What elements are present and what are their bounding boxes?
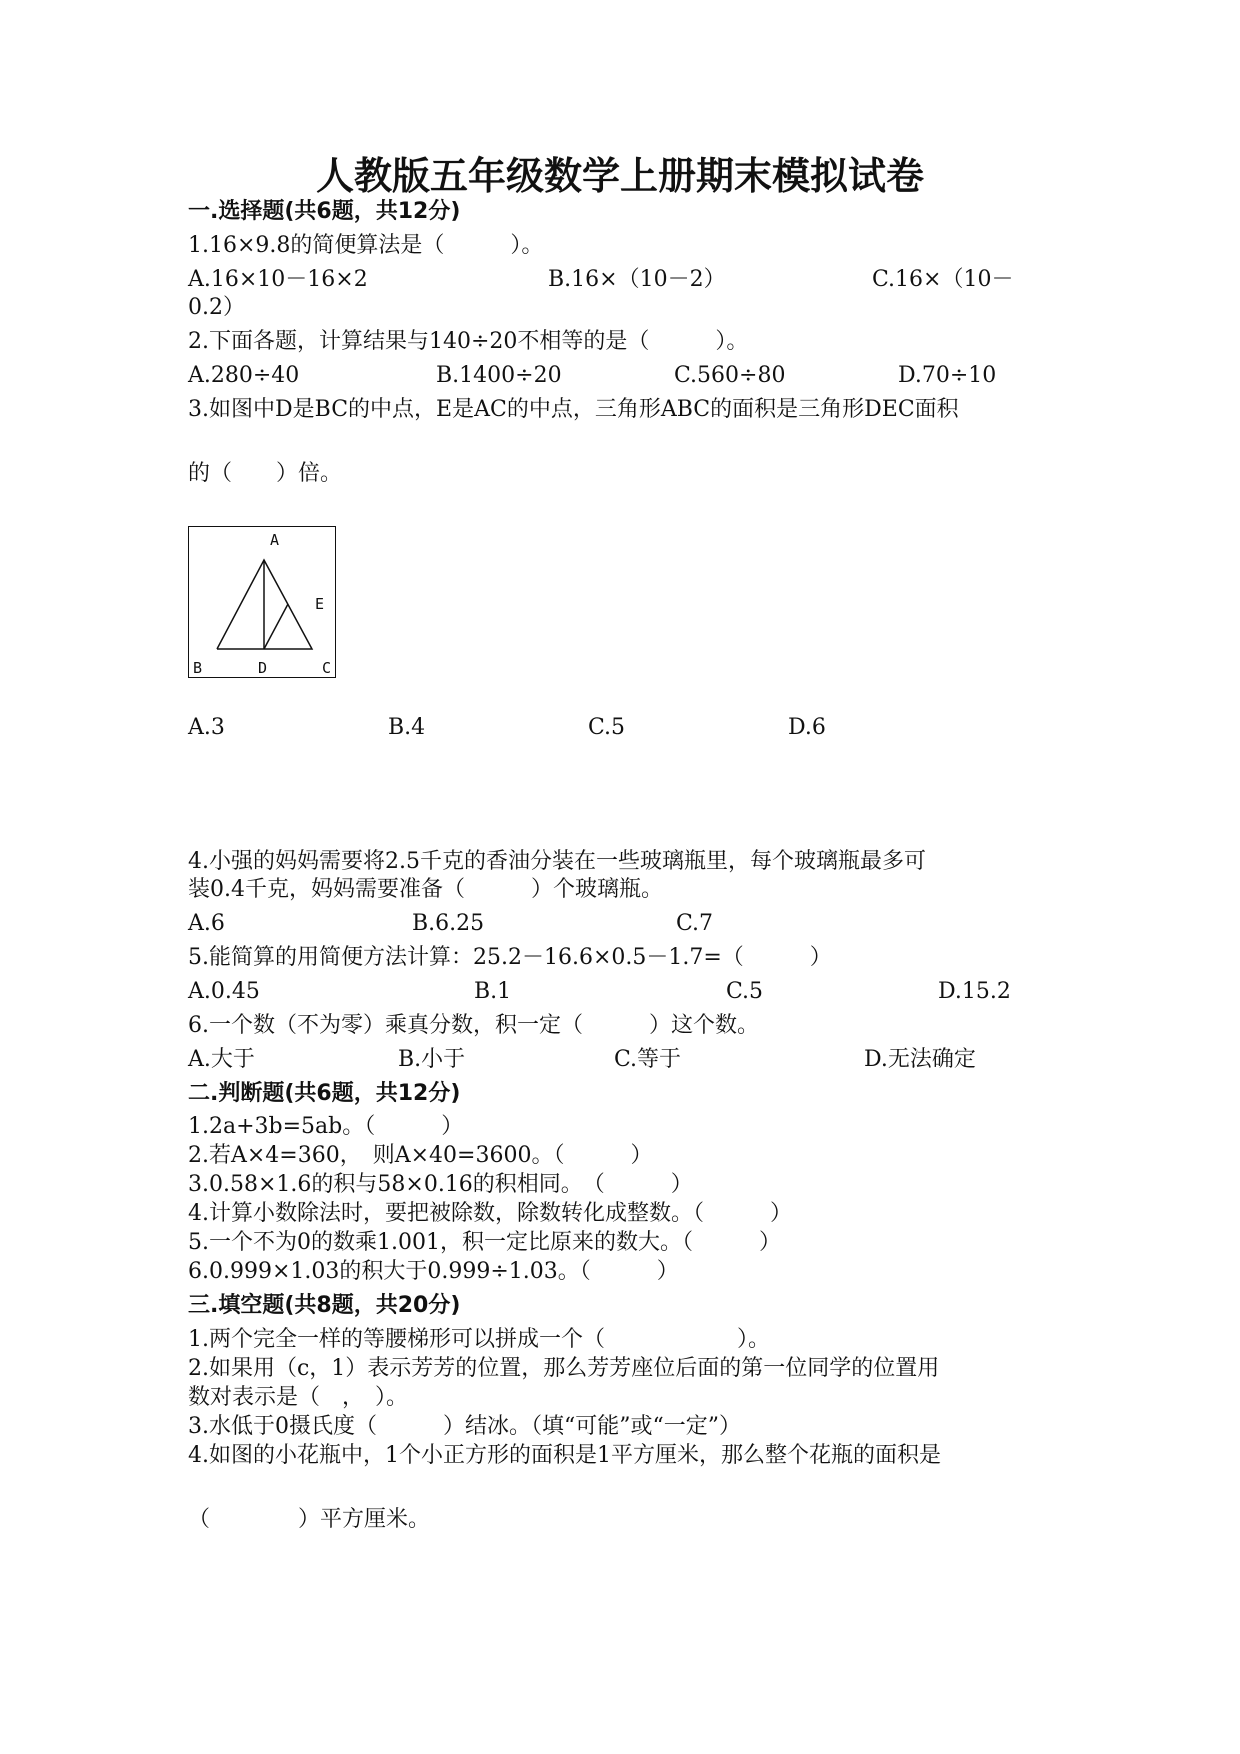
option: C.16×（10－	[872, 267, 1014, 292]
option: D.无法确定	[864, 1047, 976, 1072]
section-heading-fill: 三.填空题(共8题，共20分)	[188, 1293, 461, 1318]
segment-de	[264, 604, 288, 649]
option: B.小于	[398, 1047, 466, 1072]
option: C.560÷80	[674, 363, 786, 388]
option: D.70÷10	[898, 363, 997, 388]
question-stem: 装0.4千克，妈妈需要准备（ ）个玻璃瓶。	[188, 877, 663, 902]
label-b: B	[193, 659, 203, 677]
option: B.4	[388, 715, 426, 740]
option: C.7	[676, 911, 714, 936]
fill-item: 4.如图的小花瓶中，1个小正方形的面积是1平方厘米，那么整个花瓶的面积是	[188, 1443, 941, 1468]
option: A.0.45	[188, 979, 260, 1004]
option: D.6	[788, 715, 826, 740]
label-d: D	[258, 659, 268, 677]
option: A.16×10－16×2	[188, 267, 368, 292]
question-stem: 5.能简算的用简便方法计算：25.2－16.6×0.5－1.7=（ ）	[188, 945, 832, 970]
judge-item: 2.若A×4=360， 则A×40=3600。（ ）	[188, 1143, 653, 1168]
option: B.6.25	[412, 911, 485, 936]
question-stem: 的（ ）倍。	[188, 461, 343, 486]
fill-item: （ ）平方厘米。	[188, 1507, 431, 1532]
option: C.5	[588, 715, 626, 740]
judge-item: 1.2a+3b=5ab。（ ）	[188, 1114, 464, 1139]
question-stem: 2.下面各题，计算结果与140÷20不相等的是（ ）。	[188, 329, 749, 354]
option: B.1	[474, 979, 512, 1004]
fill-item: 2.如果用（c，1）表示芳芳的位置，那么芳芳座位后面的第一位同学的位置用	[188, 1356, 940, 1381]
option: A.6	[188, 911, 225, 936]
fill-item: 1.两个完全一样的等腰梯形可以拼成一个（ ）。	[188, 1327, 770, 1352]
option: D.15.2	[938, 979, 1011, 1004]
label-e: E	[315, 595, 325, 613]
question-stem: 4.小强的妈妈需要将2.5千克的香油分装在一些玻璃瓶里，每个玻璃瓶最多可	[188, 849, 926, 874]
option: B.16×（10－2）	[548, 267, 726, 292]
question-stem: 1.16×9.8的简便算法是（ ）。	[188, 233, 544, 258]
option: C.5	[726, 979, 764, 1004]
question-stem: 6.一个数（不为零）乘真分数，积一定（ ）这个数。	[188, 1013, 759, 1038]
judge-item: 6.0.999×1.03的积大于0.999÷1.03。（ ）	[188, 1259, 679, 1284]
judge-item: 4.计算小数除法时，要把被除数，除数转化成整数。（ ）	[188, 1201, 792, 1226]
section-heading-judge: 二.判断题(共6题，共12分)	[188, 1081, 461, 1106]
judge-item: 5.一个不为0的数乘1.001，积一定比原来的数大。（ ）	[188, 1230, 781, 1255]
label-c: C	[322, 659, 332, 677]
option: A.大于	[188, 1047, 255, 1072]
page-title: 人教版五年级数学上册期末模拟试卷	[315, 153, 924, 198]
fill-item: 3.水低于0摄氏度（ ）结冰。（填“可能”或“一定”）	[188, 1414, 741, 1439]
triangle-diagram	[189, 527, 337, 679]
option: A.3	[188, 715, 225, 740]
judge-item: 3.0.58×1.6的积与58×0.16的积相同。 （ ）	[188, 1172, 693, 1197]
option: C.等于	[614, 1047, 682, 1072]
triangle-figure	[188, 526, 336, 678]
option: A.280÷40	[188, 363, 300, 388]
label-a: A	[270, 531, 280, 549]
fill-item: 数对表示是（ ， ）。	[188, 1385, 409, 1410]
option: B.1400÷20	[436, 363, 562, 388]
section-heading-choice: 一.选择题(共6题，共12分)	[188, 199, 461, 224]
option-wrap: 0.2）	[188, 295, 245, 320]
question-stem: 3.如图中D是BC的中点，E是AC的中点，三角形ABC的面积是三角形DEC面积	[188, 397, 959, 422]
